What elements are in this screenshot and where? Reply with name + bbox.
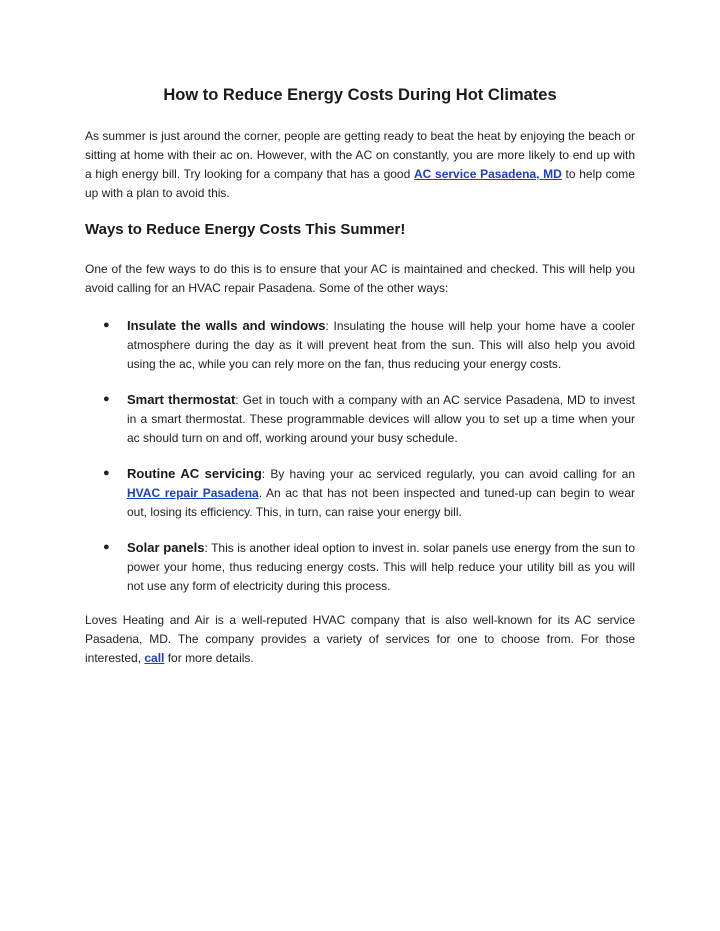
- bullet-icon: ●: [103, 467, 110, 479]
- list-item-text: : Get in touch with a company with an AC service Pasadena, MD to invest in a smart thermostat. These programmable devices will allow you to set up a time when your ac should turn on and off, working around your busy schedule.: [127, 393, 636, 445]
- list-item-text: : By having your ac serviced regularly, you can avoid calling for an: [261, 467, 636, 481]
- bullet-icon: ●: [103, 319, 110, 331]
- list-item-body: [127, 538, 635, 596]
- closing-text-start: Loves Heating and Air is a well-reputed HVAC company that is also well-known for its AC service Pasadena, MD. The company provides a variety of services for one to choose from. For those interested,: [85, 613, 635, 665]
- list-item-text-end: . An ac that has not been inspected and tuned-up can begin to wear out, losing its efficiency. This, in turn, can raise your energy bill.: [127, 486, 635, 519]
- list-item-term: Insulate the walls and windows: [127, 318, 326, 333]
- list-item-body: [127, 390, 635, 448]
- hvac-repair-link[interactable]: HVAC repair Pasadena: [127, 486, 259, 500]
- list-item-term: Routine AC servicing: [127, 466, 262, 481]
- list-item-term: Solar panels: [127, 540, 205, 555]
- call-link[interactable]: call: [144, 651, 165, 665]
- section-intro-paragraph: One of the few ways to do this is to ensure that your AC is maintained and checked. This will help you avoid calling for an HVAC repair Pasadena. Some of the other ways:: [85, 262, 635, 295]
- list-item-body: [127, 316, 635, 374]
- list-item-term: Smart thermostat: [127, 392, 236, 407]
- list-item-text: : Insulating the house will help your home have a cooler atmosphere during the day as it will prevent heat from the sun. This will also help you avoid using the ac, while you can rely more on the fan, thus reducing your energy costs.: [127, 319, 636, 371]
- list-item-text: : This is another ideal option to invest in. solar panels use energy from the sun to power your home, thus reducing energy costs. This will help reduce your utility bill as you will not use any form of electricity during this process.: [127, 541, 635, 593]
- intro-text-end: to help come up with a plan to avoid this.: [85, 167, 635, 200]
- section-heading: Ways to Reduce Energy Costs This Summer!: [85, 221, 406, 238]
- list-item-body: [127, 464, 635, 522]
- closing-text-end: for more details.: [164, 651, 254, 665]
- bullet-icon: ●: [103, 541, 110, 553]
- intro-text-start: As summer is just around the corner, people are getting ready to beat the heat by enjoying the beach or sitting at home with their ac on. However, with the AC on constantly, you are more likely to end up with a high energy bill. Try looking for a company that has a good: [85, 129, 635, 181]
- ac-service-link[interactable]: AC service Pasadena, MD: [413, 167, 562, 181]
- bullet-icon: ●: [103, 393, 110, 405]
- closing-paragraph: [85, 611, 635, 668]
- intro-paragraph: [85, 127, 635, 203]
- page-title: How to Reduce Energy Costs During Hot Climates: [163, 86, 557, 104]
